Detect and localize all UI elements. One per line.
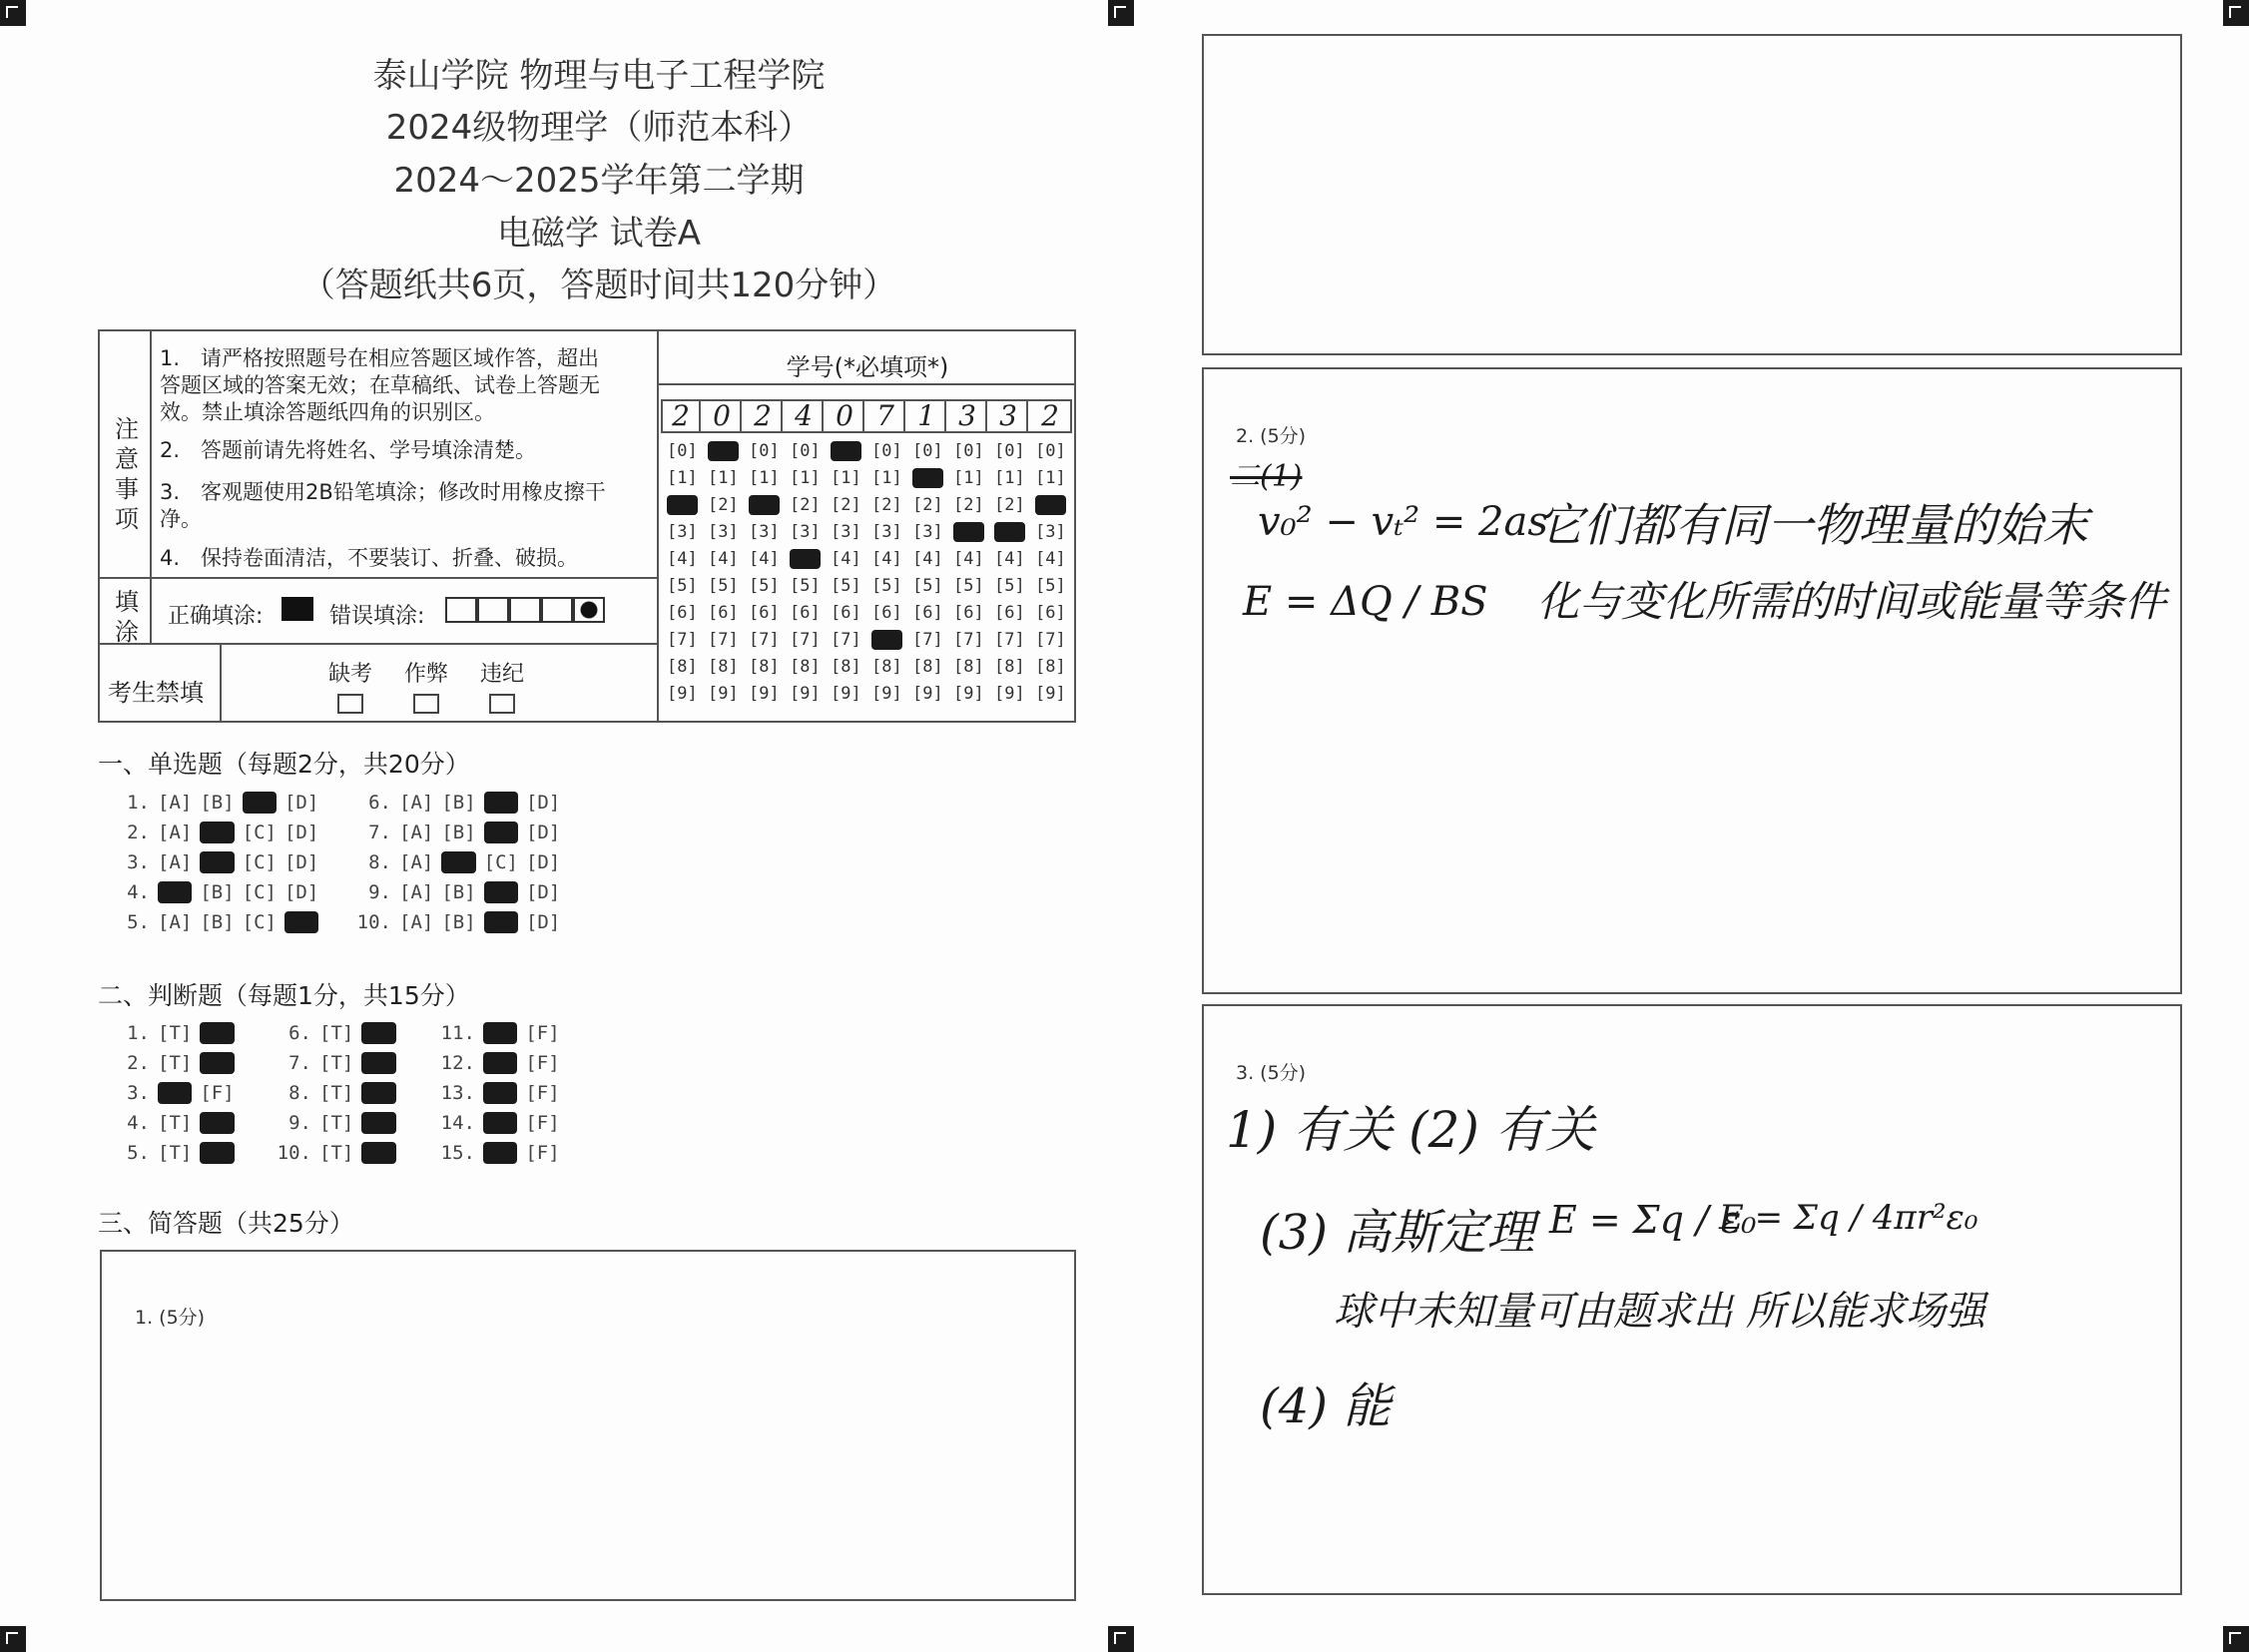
true-false-question[interactable] [272,1022,404,1044]
option-bubble[interactable]: [A] [399,792,434,814]
option-bubble[interactable] [484,881,518,903]
id-bubble[interactable]: [8] [831,657,861,677]
true-false-question[interactable] [272,1142,404,1164]
q1-label: 1. (5分) [135,1307,206,1329]
id-bubble[interactable]: [2] [708,495,739,515]
option-bubble[interactable]: [B] [441,792,476,814]
option-bubble[interactable]: [D] [525,792,561,814]
header-info: （答题纸共6页，答题时间共120分钟） [300,266,897,305]
answer-box-q1[interactable] [100,1250,1076,1601]
id-bubble[interactable]: [1] [790,468,821,488]
question-number: 4. [127,1112,150,1134]
option-bubble[interactable]: [F] [525,1112,560,1134]
option-bubble[interactable] [483,1052,517,1074]
notice-item-2: 2. 答题前请先将姓名、学号填涂清楚。 [160,438,537,462]
question-number: 15. [440,1142,475,1164]
id-bubble[interactable]: [2] [912,495,943,515]
option-bubble[interactable] [361,1112,395,1134]
option-bubble[interactable]: [B] [200,881,235,903]
divider [220,643,222,723]
option-bubble[interactable]: [A] [158,792,193,814]
q3-formula-b: E = Σq / 4πr²ε₀ [1719,1198,1978,1238]
option-bubble[interactable]: [C] [483,851,518,873]
forbid-cheat-label: 作弊 [403,662,448,687]
true-false-question[interactable] [110,1022,243,1044]
option-bubble[interactable] [361,1082,395,1104]
single-choice-question[interactable] [351,851,568,873]
true-false-question[interactable] [272,1052,404,1074]
true-false-question[interactable] [272,1082,404,1104]
question-number: 1. [127,1022,150,1044]
question-number: 14. [440,1112,475,1134]
id-bubble[interactable]: [8] [994,657,1025,677]
single-choice-question[interactable] [351,822,568,843]
option-bubble[interactable]: [D] [283,881,319,903]
id-bubble[interactable]: [0] [953,441,984,461]
student-id-digit: 2 [745,401,783,431]
q3-formula-a: E = Σq / ε₀ [1549,1198,1757,1242]
id-bubble[interactable]: [3] [831,522,861,542]
option-bubble[interactable] [361,1022,395,1044]
id-bubble[interactable]: [4] [708,549,739,569]
id-bubble[interactable]: [4] [994,549,1025,569]
q2-text-1: 它们都有同一物理量的始末 [1537,498,2088,552]
id-bubble[interactable]: [3] [912,522,943,542]
student-id-digit: 1 [908,401,946,431]
id-bubble[interactable]: [3] [708,522,739,542]
q3-line-4: (4) 能 [1260,1378,1392,1434]
single-choice-question[interactable] [110,851,326,873]
id-bubble[interactable] [1035,495,1066,515]
student-id-digit: 0 [704,401,742,431]
fill-wrong-label: 错误填涂: [329,604,425,629]
option-bubble[interactable] [158,1082,192,1104]
id-bubble[interactable]: [0] [871,441,902,461]
id-bubble[interactable]: [8] [667,657,698,677]
student-id-digit: 0 [827,401,864,431]
id-bubble[interactable]: [3] [667,522,698,542]
fill-wrong-samples [445,597,605,628]
id-bubble[interactable]: [7] [790,630,821,650]
corner-marker-icon [2223,1626,2249,1652]
option-bubble[interactable]: [C] [242,881,277,903]
id-bubble[interactable] [912,468,943,488]
question-number: 3. [127,851,150,873]
q3-line-2: (3) 高斯定理 [1260,1205,1535,1261]
id-bubble[interactable]: [9] [871,684,902,704]
id-bubble[interactable]: [7] [749,630,780,650]
id-bubble[interactable]: [6] [749,603,780,623]
option-bubble[interactable]: [A] [158,822,193,843]
q3-line-3: 球中未知量可由题求出 所以能求场强 [1334,1289,1985,1335]
id-bubble[interactable]: [8] [1035,657,1066,677]
option-bubble[interactable]: [D] [525,851,561,873]
id-bubble[interactable]: [5] [831,576,861,596]
q3-label: 3. (5分) [1236,1062,1307,1084]
option-bubble[interactable] [483,1142,517,1164]
option-bubble[interactable] [200,851,234,873]
question-number: 2. [127,1052,150,1074]
id-bubble[interactable]: [8] [871,657,902,677]
notice-item-3: 3. 客观题使用2B铅笔填涂；修改时用橡皮擦干净。 [160,480,606,531]
id-bubble[interactable]: [2] [790,495,821,515]
question-number: 3. [127,1082,150,1104]
section1-title: 一、单选题（每题2分，共20分） [98,750,470,779]
id-bubble[interactable]: [9] [1035,684,1066,704]
option-bubble[interactable]: [B] [441,911,476,933]
id-bubble[interactable]: [5] [749,576,780,596]
question-number: 9. [368,881,391,903]
forbid-violation-label: 违纪 [479,662,524,687]
id-bubble[interactable]: [1] [708,468,739,488]
forbid-violation[interactable] [477,657,527,720]
single-choice-question[interactable] [110,822,326,843]
answer-box-q1-continued[interactable] [1202,34,2182,355]
id-bubble[interactable]: [7] [1035,630,1066,650]
question-number: 7. [368,822,391,843]
q2-strikeout: 二(1) [1230,459,1303,494]
option-bubble[interactable] [361,1142,395,1164]
fill-label: 填涂 [115,588,139,646]
single-choice-question[interactable] [110,911,326,933]
id-bubble[interactable]: [3] [749,522,780,542]
option-bubble[interactable] [284,911,318,933]
id-bubble[interactable]: [1] [667,468,698,488]
option-bubble[interactable]: [T] [319,1082,354,1104]
option-bubble[interactable]: [T] [158,1022,193,1044]
question-number: 5. [127,911,150,933]
id-bubble[interactable]: [6] [708,603,739,623]
id-bubble[interactable]: [6] [994,603,1025,623]
true-false-question[interactable] [435,1142,568,1164]
divider [657,329,659,723]
q2-label: 2. (5分) [1236,425,1307,447]
id-bubble[interactable]: [5] [667,576,698,596]
divider [98,577,657,579]
option-bubble[interactable]: [A] [158,851,193,873]
id-bubble[interactable]: [4] [1035,549,1066,569]
id-bubble[interactable]: [9] [790,684,821,704]
option-bubble[interactable]: [C] [242,822,277,843]
fill-correct-label: 正确填涂: [168,604,264,629]
id-bubble[interactable]: [2] [871,495,902,515]
single-choice-question[interactable] [351,911,568,933]
checkbox[interactable] [413,694,439,714]
option-bubble[interactable]: [T] [319,1052,354,1074]
student-id-digit: 3 [990,401,1028,431]
id-bubble[interactable]: [8] [790,657,821,677]
id-bubble[interactable]: [2] [831,495,861,515]
option-bubble[interactable]: [B] [441,822,476,843]
id-bubble[interactable]: [4] [831,549,861,569]
id-bubble[interactable]: [2] [953,495,984,515]
id-bubble[interactable]: [5] [1035,576,1066,596]
option-bubble[interactable]: [T] [319,1112,354,1134]
true-false-question[interactable] [110,1052,243,1074]
id-bubble[interactable]: [6] [953,603,984,623]
id-bubble[interactable]: [4] [912,549,943,569]
student-id-digit: 7 [867,401,905,431]
notice-item-1: 1. 请严格按照题号在相应答题区域作答，超出答题区域的答案无效；在草稿纸、试卷上答题无效。禁止填涂答题纸四角的识别区。 [160,346,600,424]
question-number: 4. [127,881,150,903]
option-bubble[interactable] [483,1082,517,1104]
student-id-digit: 2 [1041,399,1059,432]
option-bubble[interactable] [483,1022,517,1044]
option-bubble[interactable]: [F] [525,1022,560,1044]
question-number: 7. [288,1052,311,1074]
id-bubble[interactable]: [9] [749,684,780,704]
header-subject: 电磁学 试卷A [496,214,702,254]
true-false-question[interactable] [110,1142,243,1164]
q2-formula-2: E = ΔQ / BS [1243,579,1488,625]
divider [657,383,1076,385]
single-choice-question[interactable] [351,881,568,903]
id-bubble[interactable]: [7] [667,630,698,650]
true-false-question[interactable] [272,1112,404,1134]
id-bubble[interactable]: [6] [790,603,821,623]
id-bubble[interactable]: [9] [831,684,861,704]
option-bubble[interactable] [483,1112,517,1134]
header-school: 泰山学院 物理与电子工程学院 [372,56,826,96]
corner-marker-icon [1108,0,1134,26]
id-bubble[interactable]: [9] [994,684,1025,704]
single-choice-question[interactable] [110,881,326,903]
option-bubble[interactable]: [D] [525,822,561,843]
option-bubble[interactable]: [F] [525,1082,560,1104]
option-bubble[interactable] [200,1022,234,1044]
option-bubble[interactable]: [T] [319,1142,354,1164]
question-number: 10. [356,911,391,933]
header-class: 2024级物理学（师范本科） [385,108,813,148]
id-bubble[interactable]: [1] [1035,468,1066,488]
forbid-label: 考生禁填 [108,679,204,707]
option-bubble[interactable]: [A] [158,911,193,933]
option-bubble[interactable] [158,881,192,903]
option-bubble[interactable]: [F] [525,1052,560,1074]
id-bubble[interactable]: [6] [1035,603,1066,623]
option-bubble[interactable]: [T] [158,1052,193,1074]
option-bubble[interactable]: [A] [399,822,434,843]
id-bubble[interactable] [667,495,698,515]
id-bubble[interactable]: [9] [667,684,698,704]
question-number: 2. [127,822,150,843]
q3-line-1: 1) 有关 (2) 有关 [1226,1101,1595,1159]
student-id-digit: 2 [663,401,701,431]
section3-title: 三、简答题（共25分） [98,1209,354,1238]
id-bubble[interactable] [871,630,902,650]
option-bubble[interactable] [484,822,518,843]
id-bubble[interactable] [790,549,821,569]
option-bubble[interactable]: [D] [525,911,561,933]
question-number: 1. [127,792,150,814]
id-bubble[interactable]: [4] [953,549,984,569]
section2-title: 二、判断题（每题1分，共15分） [98,981,470,1010]
notice-label: 注意事项 [115,415,139,533]
id-bubble[interactable]: [9] [912,684,943,704]
id-bubble[interactable]: [1] [994,468,1025,488]
option-bubble[interactable]: [B] [200,792,235,814]
true-false-question[interactable] [435,1112,568,1134]
forbid-cheat[interactable] [401,657,451,720]
option-bubble[interactable]: [C] [242,911,277,933]
option-bubble[interactable]: [D] [283,792,319,814]
id-bubble[interactable]: [7] [708,630,739,650]
id-bubble[interactable]: [9] [708,684,739,704]
id-bubble[interactable]: [0] [667,441,698,461]
checkbox[interactable] [337,694,363,714]
q2-formula-1: v₀² − vₜ² = 2as [1258,499,1548,545]
question-number: 8. [288,1082,311,1104]
id-bubble[interactable]: [3] [1035,522,1066,542]
id-bubble[interactable]: [4] [871,549,902,569]
id-bubble[interactable]: [8] [912,657,943,677]
option-bubble[interactable]: [C] [242,851,277,873]
question-number: 11. [440,1022,475,1044]
option-bubble[interactable]: [A] [399,911,434,933]
option-bubble[interactable]: [D] [525,881,561,903]
option-bubble[interactable]: [B] [200,911,235,933]
single-choice-question[interactable] [110,792,326,814]
option-bubble[interactable]: [F] [525,1142,560,1164]
option-bubble[interactable]: [D] [283,851,319,873]
option-bubble[interactable]: [A] [399,851,434,873]
true-false-question[interactable] [110,1112,243,1134]
id-bubble[interactable]: [6] [871,603,902,623]
id-bubble[interactable] [994,522,1025,542]
option-bubble[interactable] [361,1052,395,1074]
corner-marker-icon [2223,0,2249,26]
id-bubble[interactable]: [7] [912,630,943,650]
option-bubble[interactable] [484,911,518,933]
true-false-question[interactable] [435,1052,568,1074]
checkbox[interactable] [489,694,515,714]
id-bubble[interactable]: [5] [708,576,739,596]
option-bubble[interactable]: [T] [158,1142,193,1164]
true-false-question[interactable] [110,1082,243,1104]
id-bubble[interactable]: [4] [749,549,780,569]
option-bubble[interactable]: [A] [399,881,434,903]
notice-item-4: 4. 保持卷面清洁，不要装订、折叠、破损。 [160,546,579,570]
option-bubble[interactable] [200,1112,234,1134]
id-bubble[interactable]: [6] [912,603,943,623]
question-number: 6. [368,792,391,814]
option-bubble[interactable]: [F] [200,1082,235,1104]
id-bubble[interactable]: [0] [790,441,821,461]
id-bubble[interactable]: [1] [953,468,984,488]
id-bubble[interactable]: [4] [667,549,698,569]
option-bubble[interactable] [200,822,234,843]
id-bubble[interactable]: [0] [994,441,1025,461]
question-number: 8. [368,851,391,873]
id-bubble[interactable]: [8] [708,657,739,677]
id-bubble[interactable]: [7] [994,630,1025,650]
option-bubble[interactable]: [T] [158,1112,193,1134]
id-bubble[interactable]: [9] [953,684,984,704]
id-bubble[interactable]: [5] [994,576,1025,596]
option-bubble[interactable] [441,851,475,873]
fill-correct-sample [281,597,313,621]
divider [150,329,152,643]
id-bubble[interactable] [831,441,861,461]
q2-text-2: 化与变化所需的时间或能量等条件 [1537,577,2167,626]
option-bubble[interactable] [484,792,518,814]
id-bubble[interactable]: [1] [871,468,902,488]
divider [98,643,657,645]
answer-box-q2[interactable] [1202,367,2182,994]
id-bubble[interactable]: [0] [912,441,943,461]
id-bubble[interactable]: [7] [953,630,984,650]
option-bubble[interactable] [200,1052,234,1074]
id-bubble[interactable] [953,522,984,542]
option-bubble[interactable]: [B] [441,881,476,903]
id-bubble[interactable] [708,441,739,461]
student-id-title: 学号(*必填项*) [786,353,949,381]
id-bubble[interactable]: [0] [1035,441,1066,461]
id-bubble[interactable]: [6] [667,603,698,623]
question-number: 6. [288,1022,311,1044]
corner-marker-icon [1108,1626,1134,1652]
option-bubble[interactable]: [T] [319,1022,354,1044]
id-bubble[interactable]: [5] [871,576,902,596]
id-bubble[interactable]: [0] [749,441,780,461]
student-id-digit: 3 [949,401,987,431]
id-bubble[interactable]: [2] [994,495,1025,515]
corner-marker-icon [0,0,26,26]
id-bubble[interactable]: [6] [831,603,861,623]
option-bubble[interactable]: [D] [283,822,319,843]
question-number: 13. [440,1082,475,1104]
option-bubble[interactable] [200,1142,234,1164]
forbid-absent[interactable] [325,657,375,720]
id-bubble[interactable]: [1] [831,468,861,488]
id-bubble[interactable]: [3] [790,522,821,542]
id-bubble[interactable]: [5] [912,576,943,596]
student-id-digit: 4 [786,401,824,431]
id-bubble[interactable]: [3] [871,522,902,542]
forbid-absent-label: 缺考 [327,662,372,687]
id-bubble[interactable]: [1] [749,468,780,488]
corner-marker-icon [0,1626,26,1652]
single-choice-question[interactable] [351,792,568,814]
true-false-question[interactable] [435,1022,568,1044]
option-bubble[interactable] [243,792,277,814]
id-bubble[interactable]: [7] [831,630,861,650]
id-bubble[interactable]: [5] [953,576,984,596]
id-bubble[interactable]: [5] [790,576,821,596]
true-false-question[interactable] [435,1082,568,1104]
header-term: 2024～2025学年第二学期 [393,161,805,201]
id-bubble[interactable]: [8] [953,657,984,677]
id-bubble[interactable] [749,495,780,515]
question-number: 5. [127,1142,150,1164]
question-number: 9. [288,1112,311,1134]
question-number: 12. [440,1052,475,1074]
id-bubble[interactable]: [8] [749,657,780,677]
question-number: 10. [277,1142,311,1164]
